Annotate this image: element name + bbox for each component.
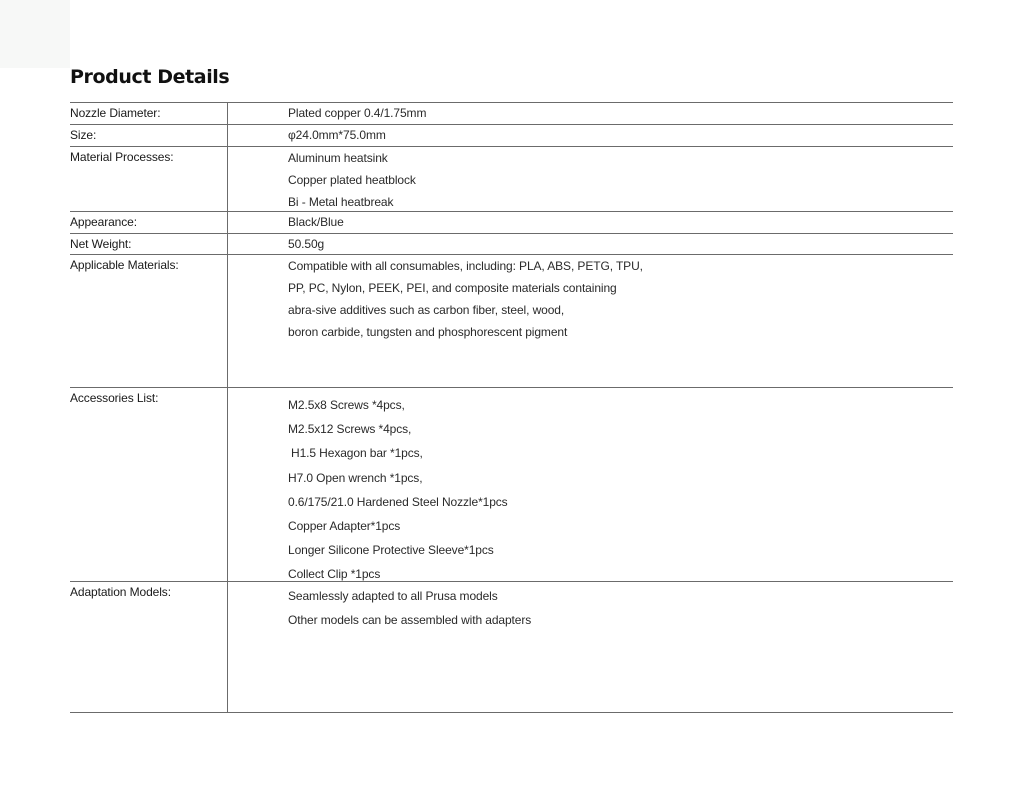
spec-values: [228, 582, 953, 712]
spec-label: Accessories List:: [70, 388, 228, 581]
corner-patch: [0, 0, 70, 68]
spec-value: boron carbide, tungsten and phosphorescent pigment: [288, 325, 568, 339]
spec-value: PP, PC, Nylon, PEEK, PEI, and composite materials containing: [288, 281, 617, 295]
spec-value: M2.5x12 Screws *4pcs,: [288, 422, 412, 437]
spec-values: [228, 103, 953, 124]
spec-value: φ24.0mm*75.0mm: [288, 128, 386, 142]
spec-label: Applicable Materials:: [70, 255, 228, 387]
spec-label: Net Weight:: [70, 234, 228, 254]
spec-row-adaptation-models: [70, 581, 953, 713]
spec-values: [228, 234, 953, 254]
spec-value: Longer Silicone Protective Sleeve*1pcs: [288, 543, 494, 558]
spec-table: [70, 102, 953, 713]
spec-value: Copper plated heatblock: [288, 173, 416, 187]
spec-value: Collect Clip *1pcs: [288, 567, 381, 582]
spec-row-net-weight: [70, 233, 953, 254]
spec-value: Compatible with all consumables, including: PLA, ABS, PETG, TPU,: [288, 259, 643, 273]
spec-value: abra-sive additives such as carbon fiber, steel, wood,: [288, 303, 565, 317]
spec-values: [228, 212, 953, 233]
spec-label: Material Processes:: [70, 147, 228, 211]
spec-row-size: [70, 124, 953, 146]
spec-label: Appearance:: [70, 212, 228, 233]
spec-value: 0.6/175/21.0 Hardened Steel Nozzle*1pcs: [288, 494, 508, 509]
spec-value: 50.50g: [288, 237, 325, 251]
spec-values: [228, 125, 953, 146]
spec-value: Copper Adapter*1pcs: [288, 519, 401, 534]
page-title: Product Details: [70, 66, 230, 88]
spec-values: [228, 147, 953, 211]
spec-value: Black/Blue: [288, 215, 344, 229]
spec-value: Plated copper 0.4/1.75mm: [288, 106, 427, 120]
spec-values: [228, 255, 953, 387]
spec-value: Aluminum heatsink: [288, 151, 388, 165]
spec-value: Bi - Metal heatbreak: [288, 195, 394, 209]
spec-row-appearance: [70, 211, 953, 233]
spec-row-applicable-materials: [70, 254, 953, 387]
spec-value: M2.5x8 Screws *4pcs,: [288, 398, 405, 412]
spec-values: [228, 388, 953, 581]
spec-row-nozzle-diameter: [70, 102, 953, 124]
spec-label: Adaptation Models:: [70, 582, 228, 712]
spec-value: Seamlessly adapted to all Prusa models: [288, 589, 498, 603]
spec-row-material-processes: [70, 146, 953, 211]
spec-row-accessories-list: [70, 387, 953, 581]
spec-label: Size:: [70, 125, 228, 146]
spec-value: H1.5 Hexagon bar *1pcs,: [291, 446, 423, 461]
spec-value: Other models can be assembled with adapters: [288, 613, 532, 627]
spec-value: H7.0 Open wrench *1pcs,: [288, 470, 423, 485]
spec-label: Nozzle Diameter:: [70, 103, 228, 124]
